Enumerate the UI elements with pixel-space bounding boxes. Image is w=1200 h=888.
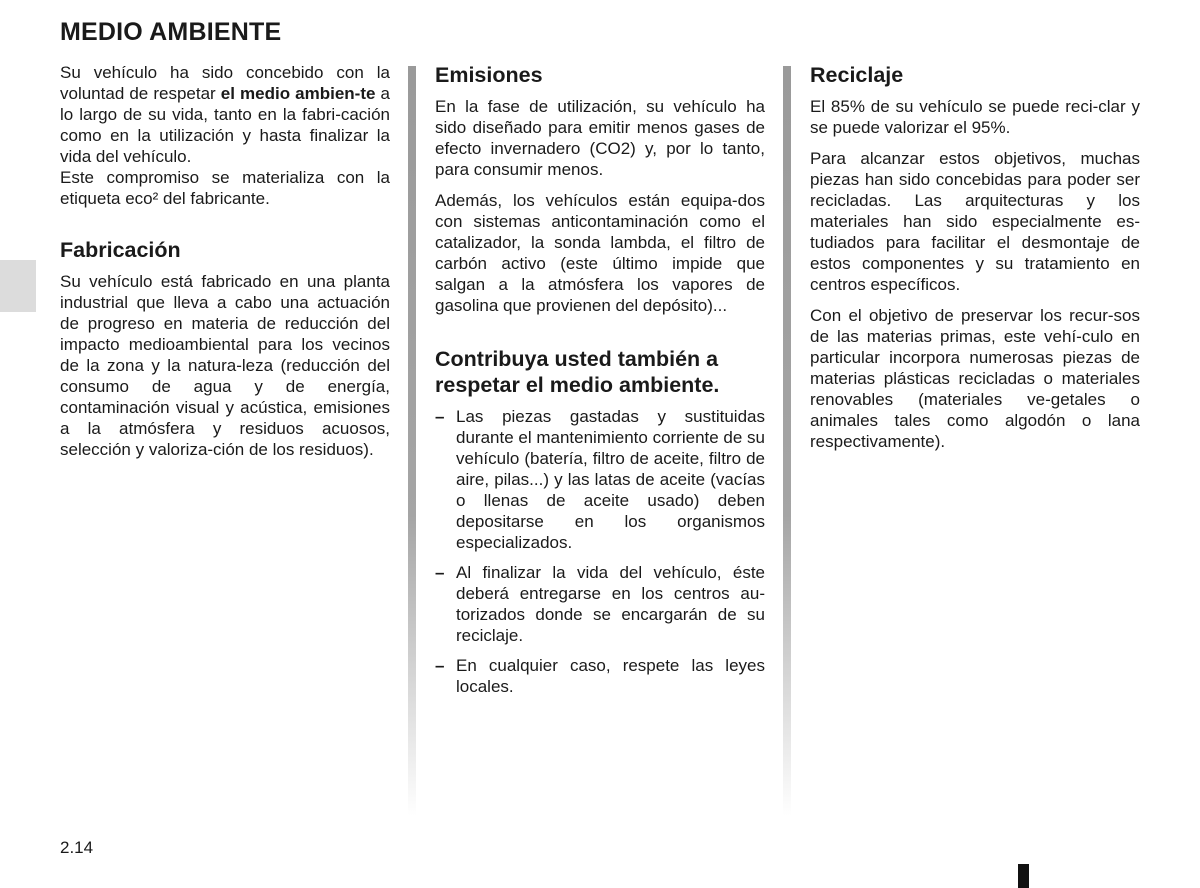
dash-bullet: – (435, 407, 445, 426)
intro-paragraph: Su vehículo ha sido concebido con la voluntad de respetar el medio ambien-te a lo largo de su vida, tanto en la fabri-cación como en la utilización y hasta finalizar la vida del vehículo. (60, 63, 390, 166)
intro-bold-text: el medio ambien-te (220, 84, 376, 103)
reciclaje-paragraph-2: Para alcanzar estos objetivos, muchas piezas han sido concebidas para poder ser recicladas. Las arquitecturas y los materiales han sido especialmente es-tudiados para facilitar el desmontaje de estos componentes y su tratamiento en centros específicos. (810, 149, 1140, 294)
column-1 (60, 62, 390, 470)
contribuya-heading: Contribuya usted también a respetar el medio ambiente. (435, 347, 720, 397)
fabricacion-paragraph: Su vehículo está fabricado en una planta industrial que lleva a cabo una actuación de progreso en materia de reducción del impacto medioambiental para los vecinos de la zona y la natura-leza (reducción del consumo de agua y de energía, contaminación visual y acústica, emisiones a la atmósfera y residuos acuosos, selección y valoriza-ción de los residuos). (60, 272, 390, 459)
dash-bullet: – (435, 563, 445, 582)
column-3 (810, 62, 1140, 462)
list-item: – Al finalizar la vida del vehículo, éste deberá entregarse en los centros au-torizados donde se encargarán de su reciclaje. (435, 563, 765, 645)
recommendations-list (435, 406, 765, 697)
page-title: MEDIO AMBIENTE (60, 18, 282, 46)
emisiones-paragraph-1: En la fase de utilización, su vehículo ha sido diseñado para emitir menos gases de efecto invernadero (CO2) y, por lo tanto, para consumir menos. (435, 97, 765, 179)
reciclaje-paragraph-3: Con el objetivo de preservar los recur-sos de las materias primas, este vehí-culo en particular incorpora numerosas piezas de materias plásticas recicladas o materiales renovables (materiales ve-getales o animales tales como algodón o lana respectivamente). (810, 306, 1140, 451)
emisiones-paragraph-2: Además, los vehículos están equipa-dos con sistemas anticontaminación como el catalizador, la sonda lambda, el filtro de carbón activo (este último impide que salgan a la atmósfera los vapores de gasolina que provienen del depósito)... (435, 191, 765, 315)
list-item: – En cualquier caso, respete las leyes locales. (435, 656, 765, 696)
reciclaje-paragraph-1: El 85% de su vehículo se puede reci-clar y se puede valorizar el 95%. (810, 97, 1140, 137)
emisiones-heading: Emisiones (435, 63, 543, 87)
corner-print-mark (1018, 864, 1029, 888)
column-divider-1 (408, 66, 416, 816)
column-2 (435, 62, 765, 706)
dash-bullet: – (435, 656, 445, 675)
fabricacion-heading: Fabricación (60, 238, 181, 262)
column-divider-2 (783, 66, 791, 816)
list-item: – Las piezas gastadas y sustituidas durante el mantenimiento corriente de su vehículo (batería, filtro de aceite, filtro de aire, pilas...) y las latas de aceite (vacías o llenas de aceite usado) deben depositarse en los organismos especializados. (435, 407, 766, 552)
reciclaje-heading: Reciclaje (810, 63, 904, 87)
intro-paragraph-2: Este compromiso se materializa con la etiqueta eco² del fabricante. (60, 168, 390, 208)
page-number: 2.14 (60, 838, 94, 857)
chapter-tab-marker (0, 260, 36, 312)
